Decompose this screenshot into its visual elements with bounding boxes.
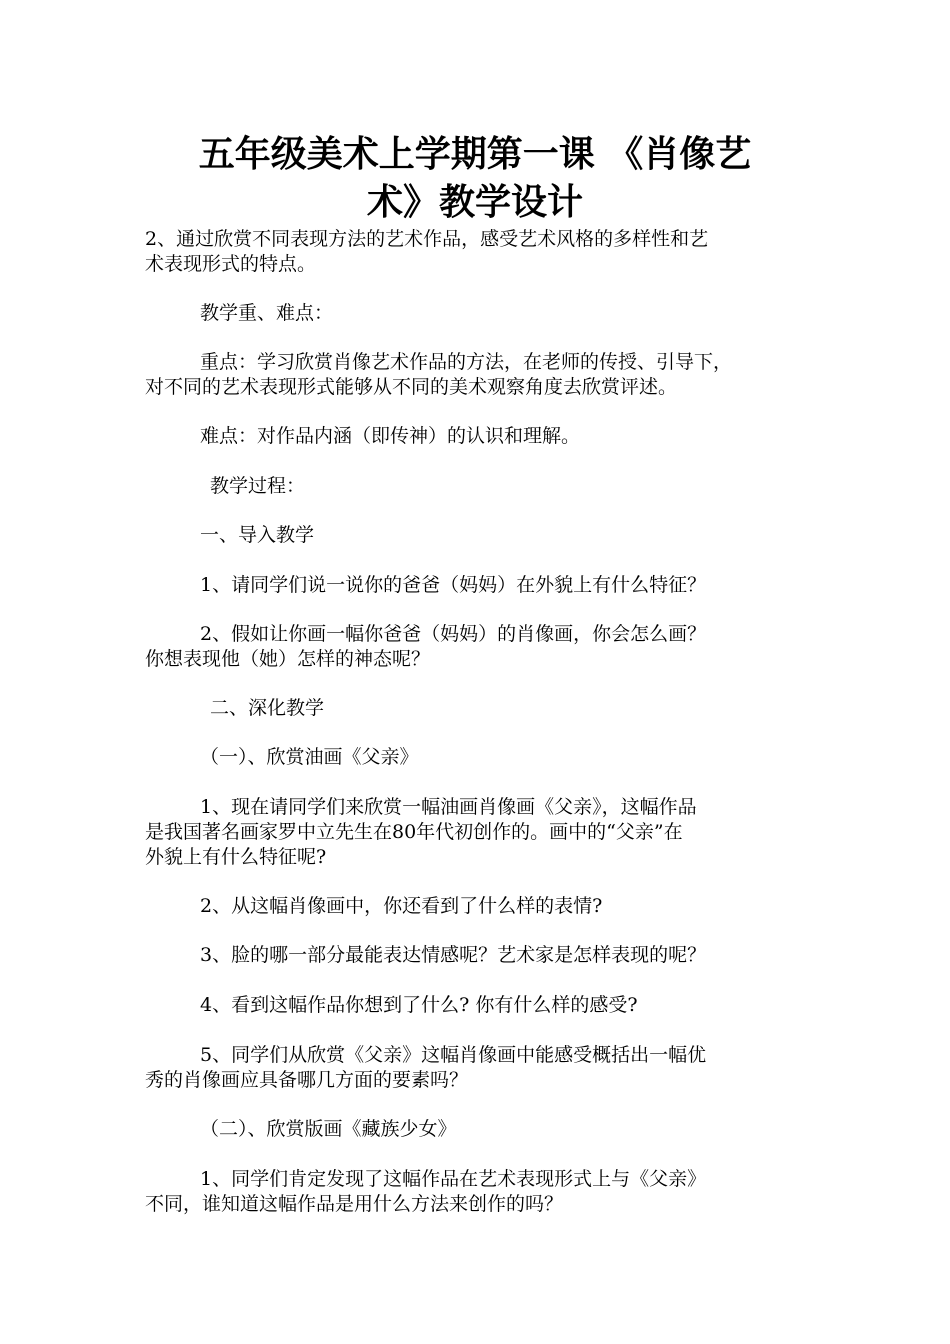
body-line: 1、现在请同学们来欣赏一幅油画肖像画《父亲》，这幅作品 bbox=[200, 796, 697, 818]
body-line: 秀的肖像画应具备哪几方面的要素吗？ bbox=[145, 1069, 469, 1091]
subsection-heading: （二）、欣赏版画《藏族少女》 bbox=[200, 1118, 457, 1140]
body-line: 你想表现他（她）怎样的神态呢？ bbox=[145, 648, 431, 670]
body-line: 不同，谁知道这幅作品是用什么方法来创作的吗？ bbox=[145, 1193, 564, 1215]
body-line: 重点：学习欣赏肖像艺术作品的方法，在老师的传授、引导下， bbox=[200, 351, 733, 373]
document-title bbox=[120, 130, 830, 226]
body-line: 术表现形式的特点。 bbox=[145, 253, 317, 275]
body-line: 3、脸的哪一部分最能表达情感呢？艺术家是怎样表现的呢？ bbox=[200, 944, 707, 966]
subsection-heading: （一）、欣赏油画《父亲》 bbox=[200, 746, 419, 768]
title-line-1: 五年级美术上学期第一课 《肖像艺 bbox=[198, 133, 752, 175]
title-line-2: 术》教学设计 bbox=[366, 181, 583, 223]
section-heading: 教学重、难点： bbox=[200, 302, 334, 324]
body-line: 4、看到这幅作品你想到了什么? 你有什么样的感受? bbox=[200, 994, 638, 1016]
section-heading: 教学过程： bbox=[210, 475, 306, 497]
body-line: 是我国著名画家罗中立先生在80年代初创作的。画中的“父亲”在 bbox=[145, 821, 683, 843]
body-line: 外貌上有什么特征呢? bbox=[145, 846, 327, 868]
section-heading: 二、深化教学 bbox=[210, 697, 325, 719]
body-line: 2、从这幅肖像画中，你还看到了什么样的表情? bbox=[200, 895, 603, 917]
body-line: 1、请同学们说一说你的爸爸（妈妈）在外貌上有什么特征？ bbox=[200, 574, 707, 596]
body-line: 对不同的艺术表现形式能够从不同的美术观察角度去欣赏评述。 bbox=[145, 376, 678, 398]
body-line: 2、通过欣赏不同表现方法的艺术作品，感受艺术风格的多样性和艺 bbox=[145, 228, 709, 250]
body-line: 1、同学们肯定发现了这幅作品在艺术表现形式上与《父亲》 bbox=[200, 1168, 707, 1190]
body-line: 5、同学们从欣赏《父亲》这幅肖像画中能感受概括出一幅优 bbox=[200, 1044, 707, 1066]
section-heading: 一、导入教学 bbox=[200, 524, 315, 546]
body-line: 难点：对作品内涵（即传神）的认识和理解。 bbox=[200, 425, 581, 447]
body-line: 2、假如让你画一幅你爸爸（妈妈）的肖像画，你会怎么画？ bbox=[200, 623, 707, 645]
